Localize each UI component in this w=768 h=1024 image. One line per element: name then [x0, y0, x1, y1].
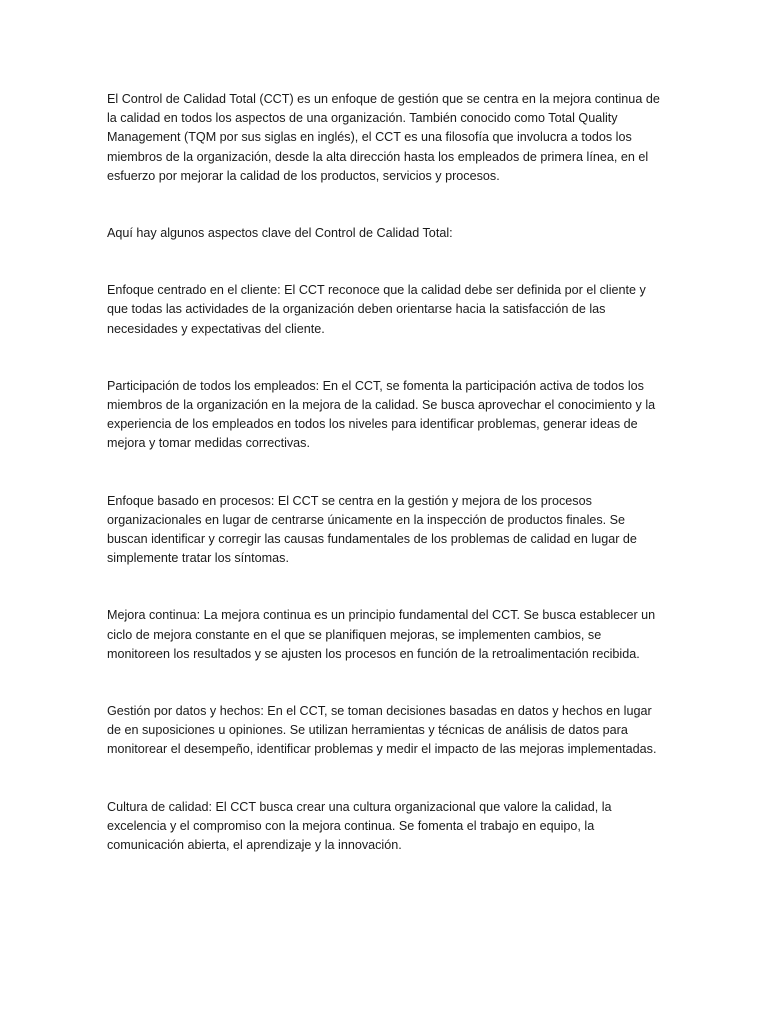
- paragraph-continuous-improvement: Mejora continua: La mejora continua es un principio fundamental del CCT. Se busca establecer un ciclo de mejora constante en el que se planifiquen mejoras, se implementen cambios, se monitoreen los resultados y se ajusten los procesos en función de la retroalimentación recibida.: [107, 608, 656, 661]
- paragraph-process-approach: Enfoque basado en procesos: El CCT se centra en la gestión y mejora de los procesos organizacionales en lugar de centrarse únicamente en la inspección de productos finales. Se buscan identificar y corregir las causas fundamentales de los problemas de calidad en lugar de simplemente tratar los síntomas.: [107, 493, 637, 566]
- paragraph-customer-focus: Enfoque centrado en el cliente: El CCT reconoce que la calidad debe ser definida por el cliente y que todas las actividades de la organización deben orientarse hacia la satisfacción de las necesidades y expectativas del cliente.: [107, 283, 646, 336]
- paragraph-employee-participation: Participación de todos los empleados: En el CCT, se fomenta la participación activa de todos los miembros de la organización en la mejora de la calidad. Se busca aprovechar el conocimiento y la experiencia de los empleados en todos los niveles para identificar problemas, generar ideas de mejora y tomar medidas correctivas.: [107, 378, 656, 451]
- paragraph-key-aspects-heading: Aquí hay algunos aspectos clave del Control de Calidad Total:: [107, 226, 453, 241]
- paragraph-data-management: Gestión por datos y hechos: En el CCT, se toman decisiones basadas en datos y hechos en lugar de en suposiciones u opiniones. Se utilizan herramientas y técnicas de análisis de datos para monitorear el desempeño, identificar problemas y medir el impacto de las mejoras implementadas.: [107, 704, 657, 757]
- paragraph-quality-culture: Cultura de calidad: El CCT busca crear una cultura organizacional que valore la calidad, la excelencia y el compromiso con la mejora continua. Se fomenta el trabajo en equipo, la comunicación abierta, el aprendizaje y la innovación.: [107, 799, 612, 853]
- paragraph-intro: El Control de Calidad Total (CCT) es un enfoque de gestión que se centra en la mejora continua de la calidad en todos los aspectos de una organización. También conocido como Total Quality Management (TQM por sus siglas en inglés), el CCT es una filosofía que involucra a todos los miembros de la organización, desde la alta dirección hasta los empleados de primera línea, en el esfuerzo por mejorar la calidad de los productos, servicios y procesos.: [107, 92, 660, 183]
- document-body: [107, 90, 663, 855]
